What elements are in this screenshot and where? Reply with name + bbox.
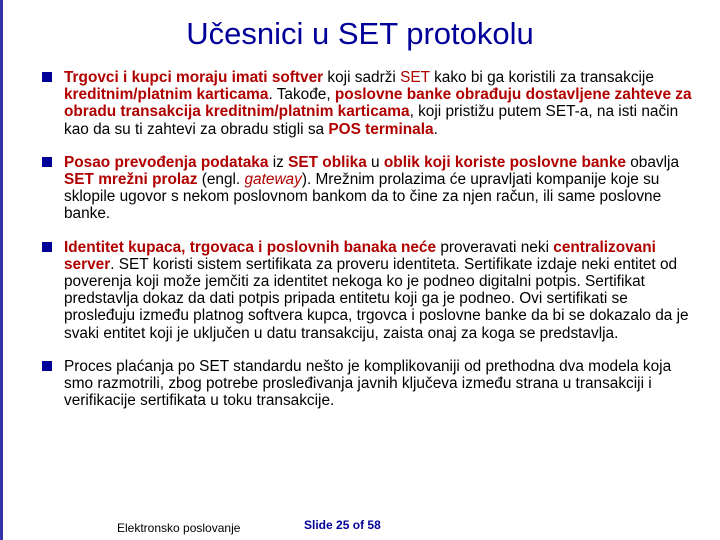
- bullet-item: [42, 69, 692, 138]
- text-segment: poslovne banke obrađuju dostavljene zahteve za obradu transakcija kreditnim/platnim karticama: [64, 86, 692, 121]
- of-label: of: [352, 518, 365, 532]
- text-segment: SET: [400, 69, 430, 86]
- text-segment: .: [433, 120, 438, 138]
- text-segment: SET mrežni prolaz: [64, 171, 198, 189]
- text-segment: Posao prevođenja podataka: [64, 153, 269, 171]
- text-segment: gateway: [244, 171, 302, 189]
- square-bullet-icon: [42, 72, 52, 82]
- bullet-item: [42, 358, 692, 410]
- text-segment: POS terminala: [328, 120, 434, 138]
- left-border-rule: [0, 0, 3, 540]
- text-segment: ). Mrežnim prolazima će upravljati kompanije koje su sklopile ugovor s nekom poslovnom bankom da to čine za njen račun, ili same poslovne banke.: [64, 171, 662, 223]
- text-segment: . SET koristi sistem sertifikata za proveru identiteta. Sertifikate izdaje neki entitet od poverenja koji može jemčiti za identitet nekoga ko je podneo digitalni potpis. Sertifikat predstavlja dokaz da dati potpis pripada entitetu koji ga je podneo. Ovi sertifikati se prosleđuju između platnog softvera kupca, trgovca i poslovne banke da bi se dokazalo da je svaki entitet koji je uključen u datu transakciju, zaista onaj za koga se predstavlja.: [64, 255, 689, 342]
- bullet-list: [42, 69, 692, 425]
- text-segment: obavlja: [625, 153, 680, 171]
- text-segment: . Takođe,: [268, 86, 335, 104]
- bullet-item: [42, 154, 692, 223]
- slide-number: 25: [336, 518, 350, 532]
- text-segment: koji sadrži: [323, 69, 401, 86]
- footer-course-name: Elektronsko poslovanje: [117, 521, 241, 535]
- square-bullet-icon: [42, 242, 52, 252]
- square-bullet-icon: [42, 361, 52, 371]
- text-segment: u: [366, 153, 384, 171]
- text-segment: , koji pristižu putem SET-a, na isti način kao da su ti zahtevi za obradu stigli sa: [64, 103, 679, 138]
- footer-slide-counter: [304, 518, 381, 532]
- text-segment: kreditnim/platnim karticama: [64, 86, 269, 104]
- text-segment: Proces plaćanja po SET standardu nešto je komplikovaniji od prethodna dva modela koja smo razmotrili, zbog potrebe prosleđivanja javnih ključeva između strana u transakciji i verifikacije sertifikata u toku transakcije.: [64, 357, 672, 410]
- slide-label: Slide: [304, 518, 333, 532]
- text-segment: proveravati neki: [436, 238, 554, 256]
- text-segment: oblik koji koriste poslovne banke: [383, 153, 626, 171]
- bullet-item: [42, 239, 692, 342]
- text-segment: (engl.: [197, 171, 245, 189]
- text-segment: Trgovci i kupci moraju imati softver: [64, 69, 324, 86]
- square-bullet-icon: [42, 157, 52, 167]
- text-segment: SET oblika: [288, 153, 367, 171]
- text-segment: Identitet kupaca, trgovaca i poslovnih banaka neće: [64, 238, 437, 256]
- slide-total: 58: [367, 518, 381, 532]
- text-segment: iz: [268, 153, 289, 171]
- text-segment: centralizovani server: [64, 238, 656, 273]
- text-segment: kako bi ga koristili za transakcije: [429, 69, 654, 86]
- slide-title: Učesnici u SET protokolu: [186, 16, 534, 51]
